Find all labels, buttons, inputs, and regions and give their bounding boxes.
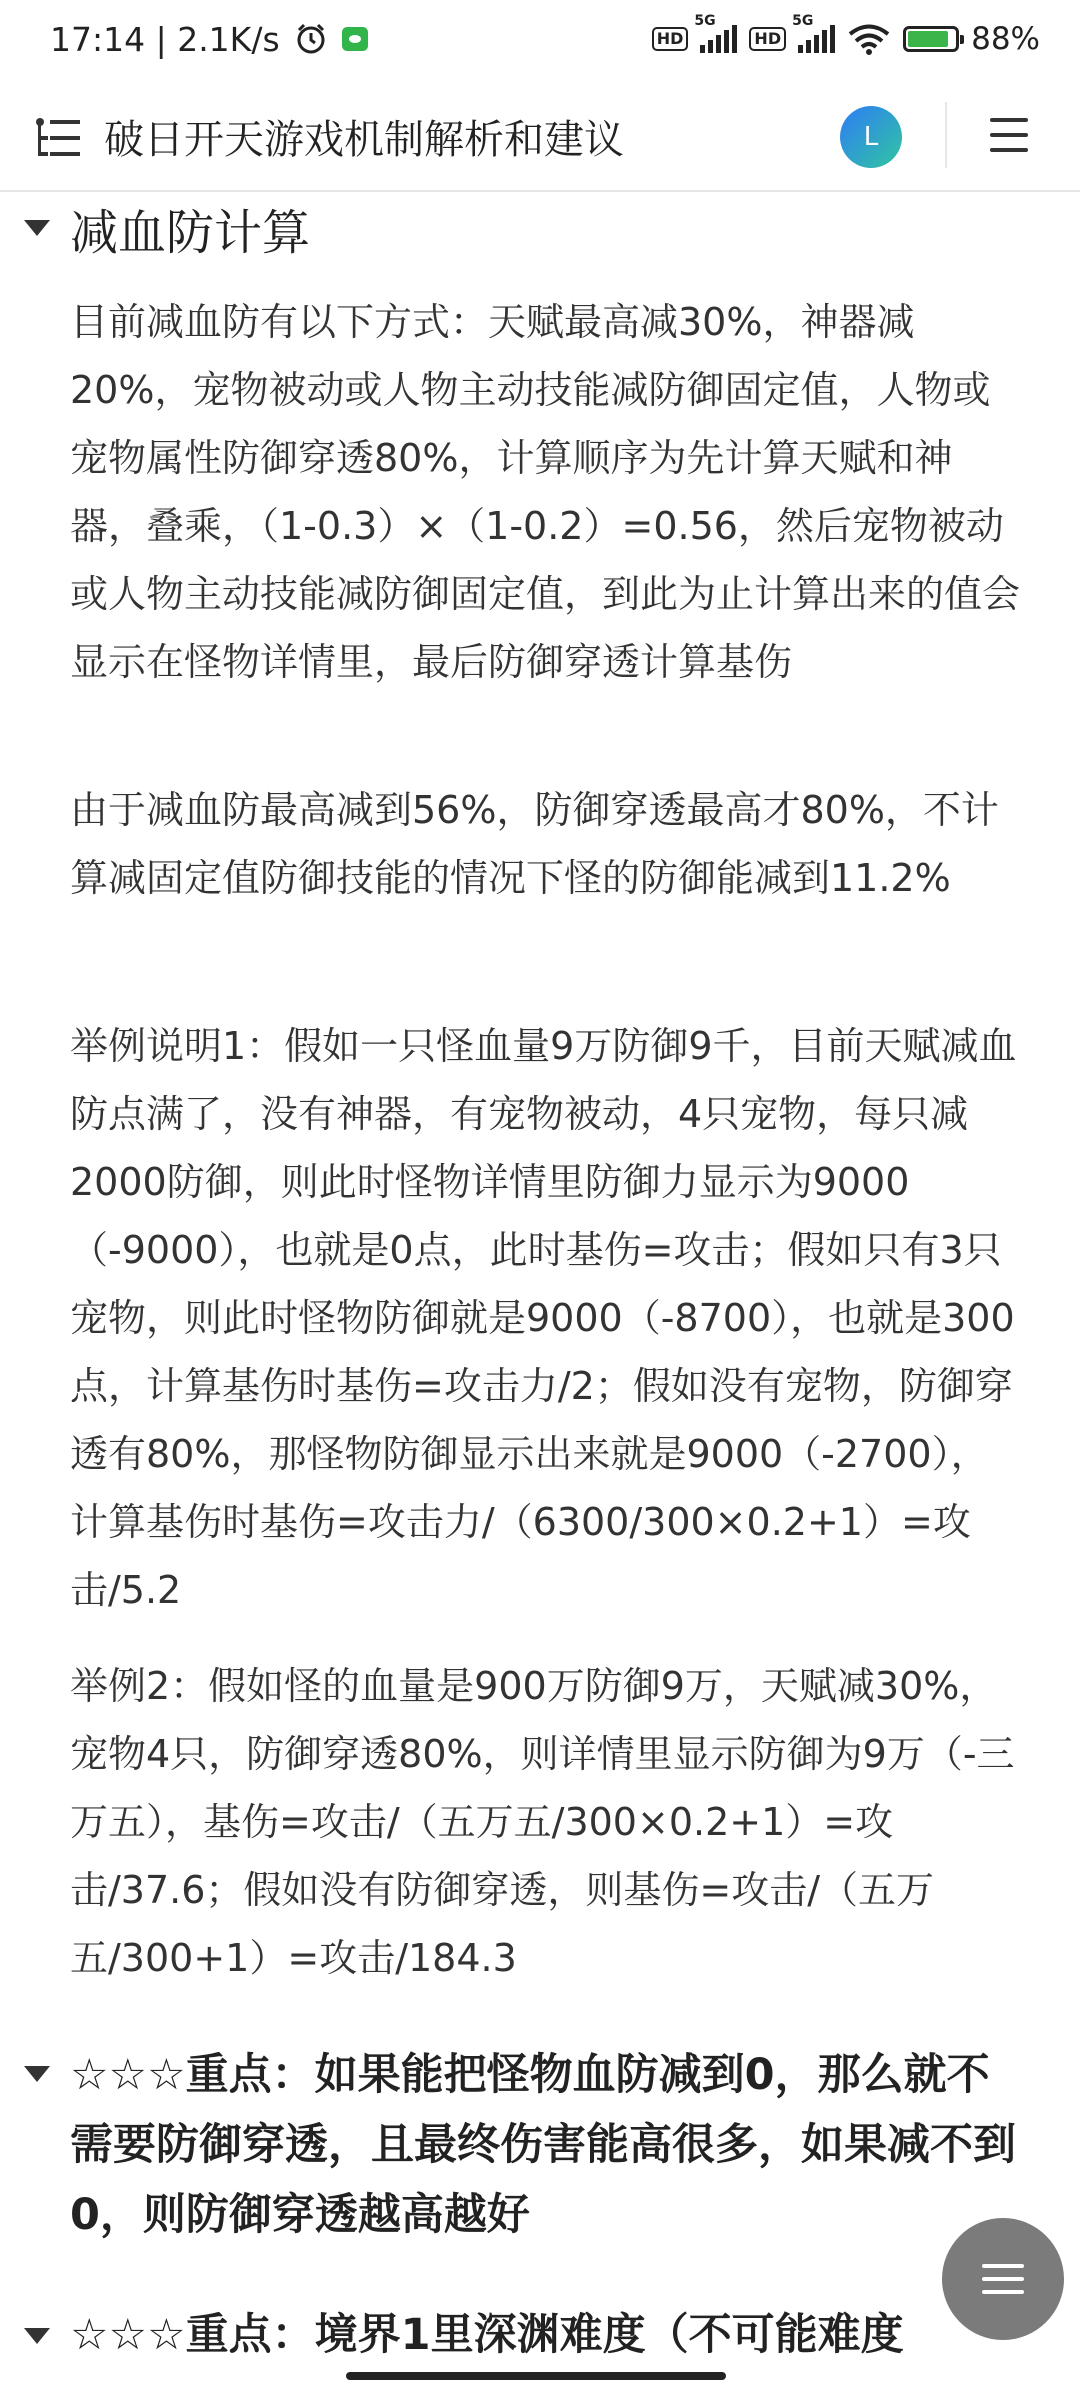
hd-badge-2: HD (749, 27, 786, 51)
key-point-heading (70, 2300, 1020, 2370)
wifi-icon (847, 23, 891, 55)
paragraph: 目前减血防有以下方式：天赋最高减30%，神器减20%，宠物被动或人物主动技能减防御固定值，人物或宠物属性防御穿透80%，计算顺序为先计算天赋和神器，叠乘，（1-0.3）×（1-0.2）=0.56，然后宠物被动或人物主动技能减防御固定值，到此为止计算出来的值会显示在怪物详情里，最后防御穿透计算基伤 (70, 300, 1021, 684)
signal-icon: 5G (700, 25, 737, 53)
status-bar (0, 0, 1080, 78)
collapse-caret-icon[interactable] (24, 220, 50, 236)
key-point-text: 重点：如果能把怪物血防减到0，那么就不需要防御穿透，且最终伤害能高很多，如果减不到0，则防御穿透越高越好 (70, 2050, 1016, 2240)
app-notification-icon (342, 27, 368, 51)
signal-icon-2: 5G (798, 25, 835, 53)
paragraph: 举例2：假如怪的血量是900万防御9万，天赋减30%，宠物4只，防御穿透80%，则详情里显示防御为9万（-三万五），基伤=攻击/（五万五/300×0.2+1）=攻击/37.6；假如没有防御穿透，则基伤=攻击/（五万五/300+1）=攻击/184.3 (70, 1664, 1015, 1980)
key-point-text: 重点：境界1里深渊难度（不可能难度 (185, 2310, 904, 2360)
battery-icon (903, 26, 959, 52)
star-rating: ☆☆☆ (70, 2310, 186, 2360)
doc-title: 破日开天游戏机制解析和建议 (104, 117, 624, 163)
home-indicator[interactable] (346, 2372, 726, 2380)
hd-badge: HD (652, 27, 689, 51)
star-rating: ☆☆☆ (70, 2050, 186, 2100)
menu-icon[interactable] (990, 118, 1028, 152)
collapse-caret-icon[interactable] (24, 2328, 50, 2344)
alarm-icon (294, 22, 328, 56)
collapse-caret-icon[interactable] (24, 2066, 50, 2082)
app-header (0, 78, 1080, 192)
key-point-heading (70, 2040, 1020, 2250)
header-divider (945, 102, 947, 168)
avatar[interactable]: L (840, 106, 902, 168)
paragraph: 由于减血防最高减到56%，防御穿透最高才80%，不计算减固定值防御技能的情况下怪的防御能减到11.2% (70, 788, 999, 900)
status-time-speed: 17:14 | 2.1K/s (50, 19, 280, 59)
outline-icon[interactable] (36, 118, 82, 158)
battery-percent: 88% (971, 21, 1040, 57)
floating-menu-button[interactable] (942, 2218, 1064, 2340)
section-heading: 减血防计算 (70, 205, 311, 261)
paragraph: 举例说明1：假如一只怪血量9万防御9千，目前天赋减血防点满了，没有神器，有宠物被动，4只宠物，每只减2000防御，则此时怪物详情里防御力显示为9000（-9000），也就是0点，此时基伤=攻击；假如只有3只宠物，则此时怪物防御就是9000（-8700），也就是300点，计算基伤时基伤=攻击力/2；假如没有宠物，防御穿透有80%，那怪物防御显示出来就是9000（-2700），计算基伤时基伤=攻击力/（6300/300×0.2+1）=攻击/5.2 (70, 1024, 1017, 1612)
